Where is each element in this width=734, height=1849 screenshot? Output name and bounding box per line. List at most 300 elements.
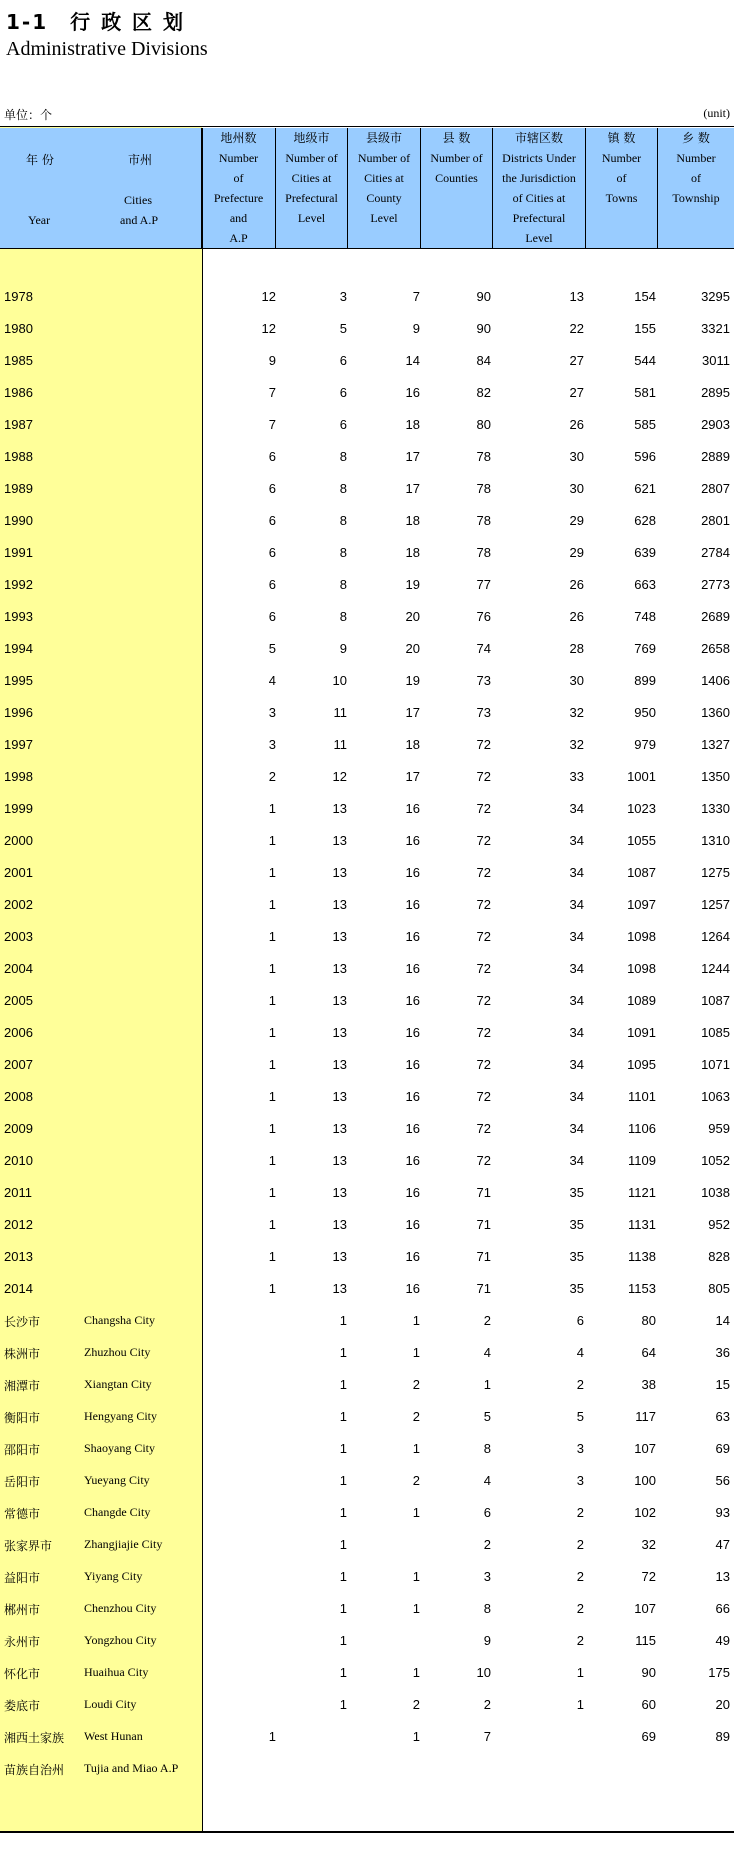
value-cell: 1 [268,865,276,880]
header-col-townships-en: Township [672,191,720,205]
header-col-districts [493,128,586,249]
value-cell: 34 [569,961,584,976]
value-cell: 1 [268,961,276,976]
header-col-districts-en: the Jurisdiction [502,171,576,185]
year-cell: 1998 [4,769,33,784]
value-cell: 16 [405,929,420,944]
header-col-county-cities-en: County [366,191,402,205]
value-cell: 2 [576,1569,584,1584]
value-cell: 1350 [701,769,730,784]
value-cell: 27 [569,353,584,368]
value-cell: 1 [268,833,276,848]
value-cell: 8 [339,449,347,464]
value-cell: 16 [405,1057,420,1072]
table-row [0,729,734,761]
value-cell: 1 [268,993,276,1008]
value-cell: 66 [715,1601,730,1616]
value-cell: 49 [715,1633,730,1648]
value-cell: 16 [405,1121,420,1136]
header-col-counties [421,128,493,249]
header-col-prefectural-cities-en: Prefectural [285,191,338,205]
value-cell: 1 [412,1441,420,1456]
header-year-zh: 年 份 [26,153,54,167]
table-row [0,1177,734,1209]
table-row [0,921,734,953]
value-cell: 34 [569,1153,584,1168]
value-cell: 13 [332,801,347,816]
value-cell: 32 [569,705,584,720]
value-cell: 34 [569,1089,584,1104]
value-cell: 102 [634,1505,656,1520]
value-cell: 6 [268,449,276,464]
value-cell: 1131 [628,1217,656,1232]
value-cell: 30 [569,449,584,464]
city-name-en: Huaihua City [84,1665,149,1679]
value-cell: 2807 [701,481,730,496]
value-cell: 18 [405,545,420,560]
value-cell: 26 [569,577,584,592]
table-row [0,1625,734,1657]
city-name-en: Hengyang City [84,1409,157,1423]
value-cell: 1 [483,1377,491,1392]
value-cell: 82 [476,385,491,400]
unit-label-english: (unit) [703,106,730,120]
city-name-zh: 湘西土家族 [4,1731,65,1745]
value-cell: 7 [268,385,276,400]
table-bottom-rule [0,1831,734,1833]
header-col-towns-en: Number [601,151,642,165]
value-cell: 1095 [627,1057,656,1072]
table-row [0,697,734,729]
value-cell: 5 [339,321,347,336]
value-cell: 19 [405,673,420,688]
value-cell: 1327 [701,737,730,752]
value-cell: 27 [569,385,584,400]
value-cell: 1 [339,1569,347,1584]
value-cell: 71 [476,1217,491,1232]
header-col-towns-en: Towns [605,191,638,205]
value-cell: 1098 [627,929,656,944]
city-name-en: Yongzhou City [84,1633,157,1647]
value-cell: 6 [483,1505,491,1520]
value-cell: 30 [569,481,584,496]
year-cell: 1980 [4,321,33,336]
value-cell: 6 [339,385,347,400]
value-cell: 17 [405,705,420,720]
value-cell: 1106 [628,1121,656,1136]
value-cell: 1 [339,1697,347,1712]
header-year-city-cell [0,128,202,249]
header-col-towns-zh: 镇 数 [607,131,636,145]
value-cell: 11 [333,705,347,720]
table-row [0,1113,734,1145]
value-cell: 56 [715,1473,730,1488]
value-cell: 16 [405,961,420,976]
value-cell: 628 [634,513,656,528]
value-cell: 6 [268,577,276,592]
value-cell: 1001 [627,769,656,784]
table-row [0,889,734,921]
value-cell: 4 [268,673,276,688]
value-cell: 60 [641,1697,656,1712]
city-name-zh: 长沙市 [4,1315,41,1329]
value-cell: 1 [339,1313,347,1328]
header-col-towns-en: of [616,171,627,185]
value-cell: 1055 [627,833,656,848]
header-col-prefecture-en: A.P [229,231,248,245]
year-cell: 2004 [4,961,33,976]
value-cell: 36 [715,1345,730,1360]
value-cell: 72 [476,1089,491,1104]
value-cell: 2 [412,1377,420,1392]
value-cell: 1 [268,1729,276,1744]
value-cell: 35 [569,1217,584,1232]
value-cell: 2 [412,1473,420,1488]
value-cell: 13 [332,1121,347,1136]
value-cell: 2 [268,769,276,784]
value-cell: 7 [412,289,420,304]
value-cell: 6 [268,481,276,496]
value-cell: 18 [405,513,420,528]
value-cell: 1 [412,1313,420,1328]
value-cell: 15 [715,1377,730,1392]
value-cell: 2 [576,1601,584,1616]
city-name-en: Tujia and Miao A.P [84,1761,179,1775]
value-cell: 1 [339,1537,347,1552]
value-cell: 1406 [701,673,730,688]
value-cell: 8 [339,481,347,496]
value-cell: 1 [412,1345,420,1360]
header-col-townships-en: of [691,171,701,185]
value-cell: 13 [332,1057,347,1072]
value-cell: 13 [332,1153,347,1168]
year-cell: 1995 [4,673,33,688]
city-name-en: West Hunan [84,1729,143,1743]
header-year-en: Year [28,213,51,227]
value-cell: 28 [569,641,584,656]
value-cell: 1 [268,1089,276,1104]
value-cell: 2 [576,1505,584,1520]
value-cell: 1 [339,1473,347,1488]
table-row [0,761,734,793]
table-row [0,473,734,505]
city-name-en: Yueyang City [84,1473,150,1487]
value-cell: 950 [634,705,656,720]
value-cell: 72 [476,961,491,976]
value-cell: 16 [405,897,420,912]
value-cell: 16 [405,801,420,816]
value-cell: 2 [576,1377,584,1392]
year-cell: 1986 [4,385,33,400]
city-name-en: Zhuzhou City [84,1345,151,1359]
city-name-en: Loudi City [84,1697,137,1711]
value-cell: 2 [576,1537,584,1552]
value-cell: 71 [476,1281,491,1296]
value-cell: 2 [483,1697,491,1712]
value-cell: 34 [569,929,584,944]
value-cell: 1 [412,1729,420,1744]
value-cell: 10 [332,673,347,688]
value-cell: 1153 [628,1281,656,1296]
header-col-county-cities [348,128,421,249]
value-cell: 1244 [701,961,730,976]
value-cell: 4 [576,1345,584,1360]
value-cell: 16 [405,993,420,1008]
value-cell: 1087 [627,865,656,880]
value-cell: 175 [708,1665,730,1680]
value-cell: 72 [476,833,491,848]
value-cell: 29 [569,545,584,560]
year-cell: 2008 [4,1089,33,1104]
value-cell: 72 [641,1569,656,1584]
value-cell: 26 [569,417,584,432]
value-cell: 72 [476,897,491,912]
value-cell: 1310 [701,833,730,848]
value-cell: 34 [569,865,584,880]
city-name-en: Shaoyang City [84,1441,155,1455]
year-cell: 1990 [4,513,33,528]
value-cell: 1063 [701,1089,730,1104]
table-row [0,1561,734,1593]
table-top-rule [0,126,734,127]
value-cell: 72 [476,993,491,1008]
value-cell: 1 [268,1153,276,1168]
value-cell: 72 [476,1057,491,1072]
value-cell: 13 [332,1281,347,1296]
value-cell: 544 [634,353,656,368]
city-name-zh: 衡阳市 [4,1411,41,1425]
value-cell: 16 [405,385,420,400]
table-row [0,345,734,377]
value-cell: 13 [715,1569,730,1584]
year-cell: 1994 [4,641,33,656]
city-name-zh: 岳阳市 [4,1475,41,1489]
value-cell: 12 [261,321,276,336]
value-cell: 828 [708,1249,730,1264]
value-cell: 3 [268,737,276,752]
city-name-zh: 株洲市 [4,1347,41,1361]
value-cell: 34 [569,833,584,848]
value-cell: 34 [569,993,584,1008]
value-cell: 1 [412,1569,420,1584]
value-cell: 1 [412,1665,420,1680]
value-cell: 2 [412,1697,420,1712]
value-cell: 33 [569,769,584,784]
value-cell: 72 [476,737,491,752]
value-cell: 1 [268,1057,276,1072]
value-cell: 8 [339,513,347,528]
value-cell: 1 [268,897,276,912]
value-cell: 32 [641,1537,656,1552]
value-cell: 1052 [701,1153,730,1168]
table-row [0,857,734,889]
table-row [0,569,734,601]
value-cell: 959 [708,1121,730,1136]
value-cell: 26 [569,609,584,624]
value-cell: 16 [405,1089,420,1104]
value-cell: 3 [268,705,276,720]
value-cell: 3 [576,1441,584,1456]
value-cell: 1 [268,929,276,944]
value-cell: 16 [405,1185,420,1200]
value-cell: 93 [715,1505,730,1520]
year-cell: 2011 [4,1185,32,1200]
header-col-districts-en: of Cities at [512,191,566,205]
value-cell: 1091 [627,1025,656,1040]
value-cell: 1 [268,801,276,816]
value-cell: 9 [412,321,420,336]
value-cell: 22 [569,321,584,336]
table-row [0,1369,734,1401]
value-cell: 14 [405,353,420,368]
value-cell: 1 [339,1409,347,1424]
value-cell: 107 [634,1601,656,1616]
value-cell: 90 [476,321,491,336]
header-col-prefectural-cities-en: Cities at [291,171,332,185]
value-cell: 2801 [701,513,730,528]
header-city-en-2: and A.P [120,213,159,227]
table-row [0,537,734,569]
value-cell: 6 [339,353,347,368]
year-cell: 1985 [4,353,33,368]
value-cell: 3011 [702,353,730,368]
value-cell: 3 [576,1473,584,1488]
year-cell: 2012 [4,1217,33,1232]
value-cell: 72 [476,1153,491,1168]
value-cell: 78 [476,513,491,528]
value-cell: 16 [405,1025,420,1040]
year-cell: 2013 [4,1249,33,1264]
year-cell: 2010 [4,1153,33,1168]
value-cell: 1109 [628,1153,656,1168]
header-col-county-cities-en: Number of [357,151,411,165]
value-cell: 8 [339,545,347,560]
table-row [0,409,734,441]
value-cell: 1071 [701,1057,730,1072]
year-cell: 2007 [4,1057,33,1072]
header-col-townships-en: Number [676,151,716,165]
value-cell: 38 [641,1377,656,1392]
value-cell: 71 [476,1249,491,1264]
value-cell: 1101 [628,1089,656,1104]
value-cell: 663 [634,577,656,592]
year-cell: 1999 [4,801,33,816]
year-cell: 1989 [4,481,33,496]
value-cell: 69 [715,1441,730,1456]
city-name-zh: 苗族自治州 [4,1763,65,1777]
value-cell: 16 [405,865,420,880]
value-cell: 3295 [701,289,730,304]
value-cell: 581 [634,385,656,400]
table-row [0,281,734,313]
value-cell: 1 [268,1217,276,1232]
value-cell: 8 [339,609,347,624]
value-cell: 12 [332,769,347,784]
value-cell: 1097 [627,897,656,912]
table-row [0,1081,734,1113]
value-cell: 35 [569,1249,584,1264]
value-cell: 16 [405,833,420,848]
header-col-towns [586,128,658,249]
value-cell: 2 [483,1537,491,1552]
table-row [0,953,734,985]
value-cell: 155 [634,321,656,336]
table-row [0,633,734,665]
header-col-counties-en: Number of [430,151,483,165]
table-row [0,793,734,825]
value-cell: 18 [405,737,420,752]
city-name-zh: 邵阳市 [4,1443,41,1457]
value-cell: 117 [635,1409,656,1424]
table-row [0,1753,734,1785]
header-col-prefecture-zh: 地州数 [220,131,257,145]
table-row [0,377,734,409]
city-name-zh: 永州市 [4,1635,41,1649]
value-cell: 17 [405,769,420,784]
year-cell: 1991 [4,545,33,560]
table-row [0,1689,734,1721]
year-cell: 2005 [4,993,33,1008]
year-cell: 2002 [4,897,33,912]
value-cell: 1 [339,1345,347,1360]
value-cell: 639 [634,545,656,560]
value-cell: 76 [476,609,491,624]
value-cell: 34 [569,1057,584,1072]
value-cell: 2903 [701,417,730,432]
value-cell: 1257 [701,897,730,912]
year-cell: 1987 [4,417,33,432]
value-cell: 585 [634,417,656,432]
value-cell: 3 [339,289,347,304]
year-cell: 1996 [4,705,33,720]
value-cell: 899 [634,673,656,688]
value-cell: 72 [476,865,491,880]
value-cell: 1 [268,1121,276,1136]
value-cell: 1 [268,1281,276,1296]
table-row [0,1337,734,1369]
header-col-county-cities-en: Level [370,211,398,225]
value-cell: 13 [332,1089,347,1104]
value-cell: 4 [483,1345,491,1360]
year-cell: 1988 [4,449,33,464]
value-cell: 1275 [701,865,730,880]
year-cell: 1993 [4,609,33,624]
value-cell: 72 [476,1121,491,1136]
value-cell: 621 [634,481,656,496]
header-col-districts-zh: 市辖区数 [514,131,563,145]
city-name-en: Changde City [84,1505,151,1519]
value-cell: 1085 [701,1025,730,1040]
value-cell: 13 [569,289,584,304]
value-cell: 69 [641,1729,656,1744]
value-cell: 769 [634,641,656,656]
city-name-en: Zhangjiajie City [84,1537,163,1551]
value-cell: 9 [268,353,276,368]
value-cell: 1 [268,1249,276,1264]
value-cell: 32 [569,737,584,752]
value-cell: 6 [576,1313,584,1328]
value-cell: 6 [268,513,276,528]
value-cell: 78 [476,449,491,464]
header-col-prefecture-en: and [229,211,248,225]
value-cell: 2 [412,1409,420,1424]
table-row [0,505,734,537]
header-col-prefectural-cities-en: Level [297,211,326,225]
value-cell: 35 [569,1185,584,1200]
value-cell: 3321 [701,321,730,336]
city-name-zh: 怀化市 [4,1667,41,1681]
value-cell: 2895 [701,385,730,400]
